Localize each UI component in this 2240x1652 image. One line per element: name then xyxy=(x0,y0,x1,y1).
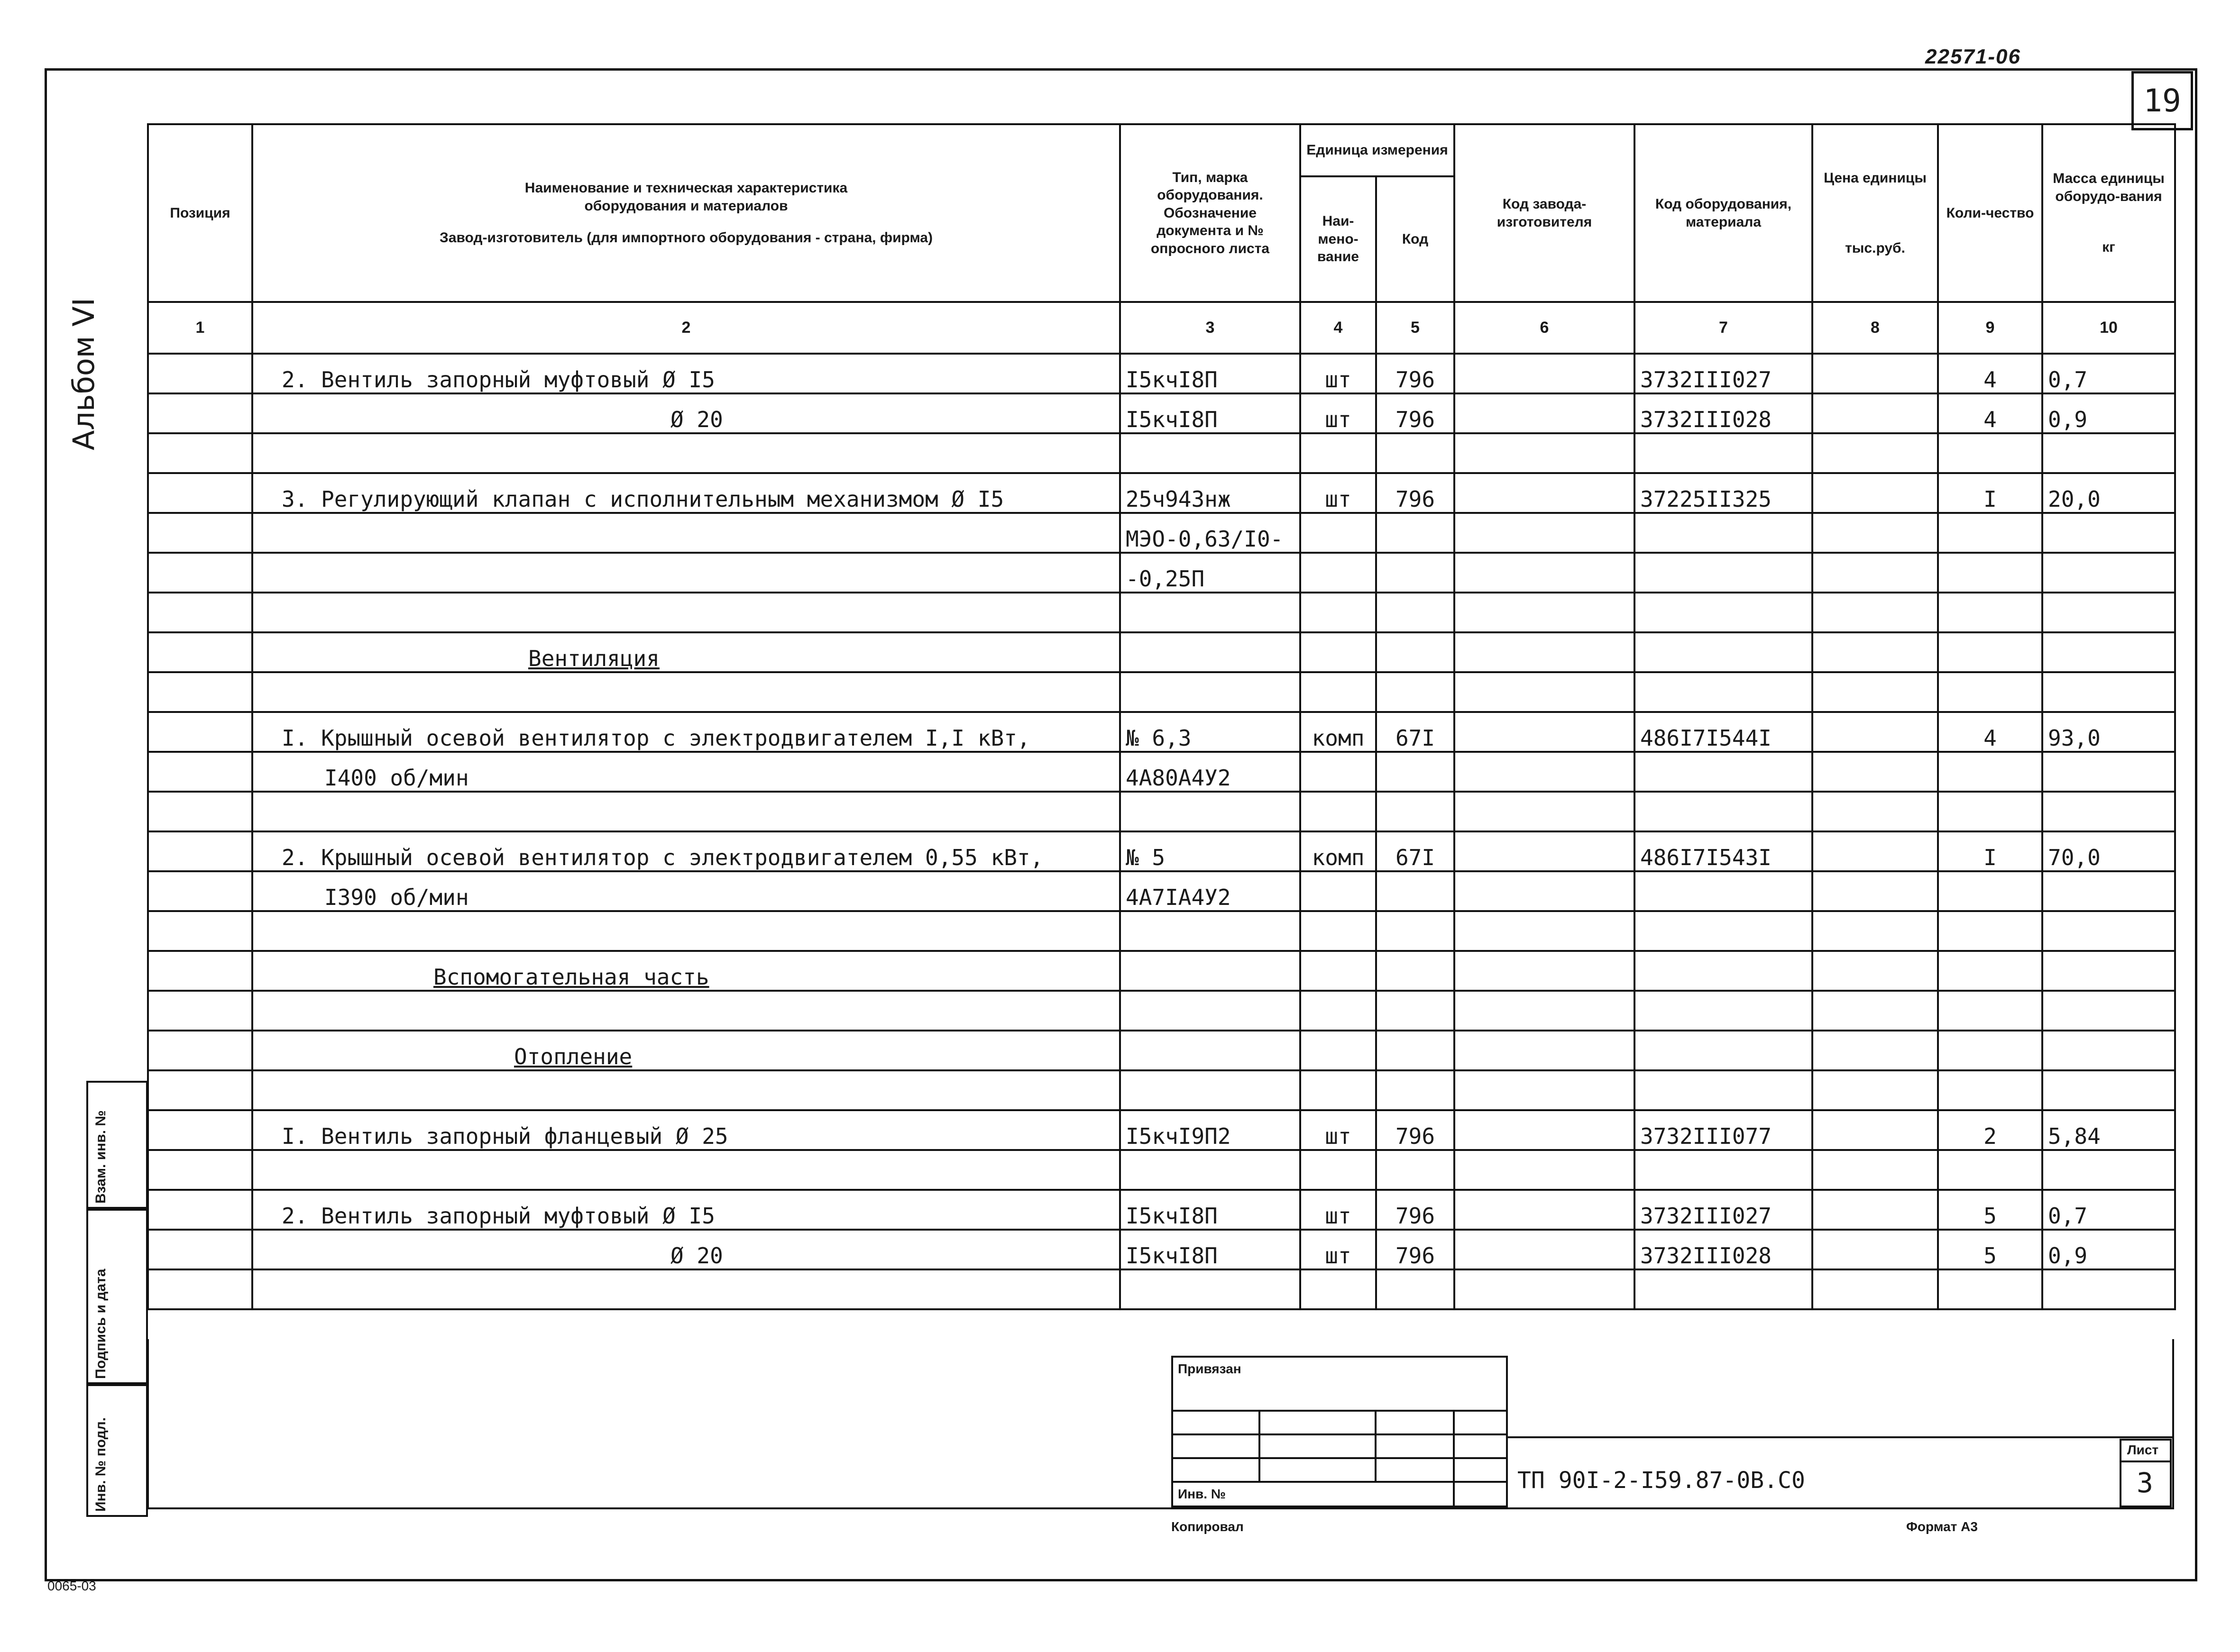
item-equip-code: 3732III027 xyxy=(1634,1190,1812,1230)
item-mass: 70,0 xyxy=(2042,831,2175,871)
table-row xyxy=(148,1190,2175,1230)
table-row xyxy=(148,911,2175,951)
binding-stamp xyxy=(1171,1356,1508,1507)
header-unit-group: Единица измерения xyxy=(1300,124,1454,176)
vzam-inv-label: Взам. инв. № xyxy=(93,1110,109,1204)
format-label: Формат А3 xyxy=(1906,1519,1978,1534)
table-row xyxy=(148,1269,2175,1309)
table-right-line xyxy=(2172,1339,2174,1509)
header-price xyxy=(1812,124,1938,302)
sheet-label: Лист xyxy=(2127,1442,2159,1457)
item-mass: 20,0 xyxy=(2042,473,2175,513)
item-unit: шт xyxy=(1300,1230,1376,1269)
item-type: 25ч943нж xyxy=(1120,473,1300,513)
item-qty: 4 xyxy=(1938,354,2042,393)
item-unit: шт xyxy=(1300,354,1376,393)
section-heading: Отопление xyxy=(252,1031,1120,1070)
item-unit-code: 796 xyxy=(1376,1230,1454,1269)
header-maker-code: Код завода-изготовителя xyxy=(1454,124,1634,302)
stamp-line xyxy=(1173,1410,1506,1412)
table-row xyxy=(148,593,2175,632)
podpis-cell xyxy=(86,1209,148,1384)
item-unit: комп xyxy=(1300,831,1376,871)
item-name: Ø 20 xyxy=(252,1230,1120,1269)
table-row xyxy=(148,433,2175,473)
item-unit-code: 796 xyxy=(1376,354,1454,393)
table-row xyxy=(148,513,2175,553)
item-mass: 0,7 xyxy=(2042,354,2175,393)
section-heading: Вентиляция xyxy=(252,632,1120,672)
item-unit: шт xyxy=(1300,1190,1376,1230)
inv-podl-label: Инв. № подл. xyxy=(93,1417,109,1512)
item-unit-code: 796 xyxy=(1376,1110,1454,1150)
inv-podl-cell xyxy=(86,1384,148,1517)
stamp-line xyxy=(1173,1433,1506,1435)
item-unit-code: 67I xyxy=(1376,831,1454,871)
header-name-line1: Наименование и техническая характеристика xyxy=(524,180,848,196)
column-number: 1 xyxy=(148,302,252,354)
item-type: I5кчI8П xyxy=(1120,393,1300,433)
item-name: 2. Вентиль запорный муфтовый Ø I5 xyxy=(252,354,1120,393)
podpis-label: Подпись и дата xyxy=(93,1269,109,1379)
item-unit: комп xyxy=(1300,712,1376,752)
item-type: МЭО-0,63/I0- xyxy=(1120,513,1300,553)
stamp-inv-no: Инв. № xyxy=(1178,1487,1226,1501)
table-row xyxy=(148,792,2175,831)
header-name-line3: Завод-изготовитель (для импортного оборудования - страна, фирма) xyxy=(440,230,933,246)
stamp-line xyxy=(1258,1410,1260,1481)
header-mass-unit: кг xyxy=(2102,239,2115,256)
item-unit-code: 796 xyxy=(1376,473,1454,513)
item-name: 2. Крышный осевой вентилятор с электродвигателем 0,55 кВт, xyxy=(252,831,1120,871)
section-heading: Вспомогательная часть xyxy=(252,951,1120,991)
table-row xyxy=(148,991,2175,1031)
item-unit: шт xyxy=(1300,473,1376,513)
item-type: 4А80А4У2 xyxy=(1120,752,1300,792)
column-number: 3 xyxy=(1120,302,1300,354)
header-price-label: Цена единицы xyxy=(1824,170,1927,186)
table-row xyxy=(148,831,2175,871)
item-name: I400 об/мин xyxy=(252,752,1120,792)
item-qty: I xyxy=(1938,473,2042,513)
item-qty: 4 xyxy=(1938,393,2042,433)
table-row xyxy=(148,393,2175,433)
header-price-unit: тыс.руб. xyxy=(1845,240,1905,256)
item-name: I. Крышный осевой вентилятор с электродвигателем I,I кВт, xyxy=(252,712,1120,752)
header-equip-code: Код оборудования, материала xyxy=(1634,124,1812,302)
item-unit: шт xyxy=(1300,393,1376,433)
table-left-line xyxy=(147,1339,149,1509)
item-name: I. Вентиль запорный фланцевый Ø 25 xyxy=(252,1110,1120,1150)
table-row xyxy=(148,1031,2175,1070)
item-mass: 0,9 xyxy=(2042,393,2175,433)
item-name: Ø 20 xyxy=(252,393,1120,433)
item-equip-code: 3732III077 xyxy=(1634,1110,1812,1150)
column-number: 7 xyxy=(1634,302,1812,354)
item-type: 4А7IА4У2 xyxy=(1120,871,1300,911)
item-unit-code: 796 xyxy=(1376,393,1454,433)
sheet-box xyxy=(2120,1439,2172,1507)
table-row xyxy=(148,553,2175,593)
header-type: Тип, марка оборудования. Обозначение документа и № опросного листа xyxy=(1120,124,1300,302)
item-qty: 2 xyxy=(1938,1110,2042,1150)
vzam-inv-cell xyxy=(86,1081,148,1209)
copied-label: Копировал xyxy=(1171,1519,1244,1534)
item-mass: 5,84 xyxy=(2042,1110,2175,1150)
item-equip-code: 3732III028 xyxy=(1634,393,1812,433)
item-name: I390 об/мин xyxy=(252,871,1120,911)
column-number: 8 xyxy=(1812,302,1938,354)
item-type: I5кчI8П xyxy=(1120,1190,1300,1230)
drawing-code: ТП 90I-2-I59.87-0В.С0 xyxy=(1517,1467,1805,1494)
header-name-line2: оборудования и материалов xyxy=(584,198,788,214)
item-unit: шт xyxy=(1300,1110,1376,1150)
stamp-line xyxy=(1453,1410,1455,1507)
item-type: -0,25П xyxy=(1120,553,1300,593)
sheet-box-line xyxy=(2121,1460,2170,1462)
table-row xyxy=(148,951,2175,991)
table-row xyxy=(148,473,2175,513)
header-mass xyxy=(2042,124,2175,302)
specification-table xyxy=(147,123,2176,1310)
table-row xyxy=(148,712,2175,752)
table-row xyxy=(148,1110,2175,1150)
item-mass: 0,7 xyxy=(2042,1190,2175,1230)
item-qty: 5 xyxy=(1938,1190,2042,1230)
column-number: 10 xyxy=(2042,302,2175,354)
item-mass: 0,9 xyxy=(2042,1230,2175,1269)
header-qty: Коли-чество xyxy=(1938,124,2042,302)
column-number: 2 xyxy=(252,302,1120,354)
item-equip-code: 3732III028 xyxy=(1634,1230,1812,1269)
item-type: I5кчI9П2 xyxy=(1120,1110,1300,1150)
item-qty: I xyxy=(1938,831,2042,871)
table-row xyxy=(148,672,2175,712)
item-unit-code: 796 xyxy=(1376,1190,1454,1230)
item-type: № 6,3 xyxy=(1120,712,1300,752)
item-type: I5кчI8П xyxy=(1120,354,1300,393)
item-name: 2. Вентиль запорный муфтовый Ø I5 xyxy=(252,1190,1120,1230)
sheet-number: 3 xyxy=(2137,1467,2153,1499)
table-row xyxy=(148,1230,2175,1269)
item-equip-code: 486I7I544I xyxy=(1634,712,1812,752)
table-row xyxy=(148,632,2175,672)
item-equip-code: 3732III027 xyxy=(1634,354,1812,393)
item-name: 3. Регулирующий клапан с исполнительным механизмом Ø I5 xyxy=(252,473,1120,513)
item-equip-code: 37225II325 xyxy=(1634,473,1812,513)
album-label: Альбом VI xyxy=(66,298,101,450)
item-type: I5кчI8П xyxy=(1120,1230,1300,1269)
item-unit-code: 67I xyxy=(1376,712,1454,752)
table-row xyxy=(148,1150,2175,1190)
table-row xyxy=(148,354,2175,393)
column-number: 4 xyxy=(1300,302,1376,354)
header-position: Позиция xyxy=(148,124,252,302)
corner-code: 0065-03 xyxy=(47,1579,96,1593)
title-block-top-line xyxy=(1508,1436,2174,1438)
stamp-privyazan: Привязан xyxy=(1178,1361,1241,1376)
table-row xyxy=(148,752,2175,792)
stamp-line xyxy=(1173,1457,1506,1459)
header-unit-name: Наи-мено-вание xyxy=(1300,176,1376,302)
item-type: № 5 xyxy=(1120,831,1300,871)
left-stamp-block xyxy=(86,1081,148,1517)
item-equip-code: 486I7I543I xyxy=(1634,831,1812,871)
table-bottom-line xyxy=(147,1507,2174,1509)
header-unit-code: Код xyxy=(1376,176,1454,302)
document-number: 22571-06 xyxy=(1925,45,2021,68)
table-row xyxy=(148,1070,2175,1110)
item-mass: 93,0 xyxy=(2042,712,2175,752)
stamp-line xyxy=(1375,1410,1377,1481)
item-qty: 4 xyxy=(1938,712,2042,752)
column-number: 6 xyxy=(1454,302,1634,354)
column-number: 9 xyxy=(1938,302,2042,354)
sheet-corner-number: 19 xyxy=(2131,71,2193,130)
header-name xyxy=(252,124,1120,302)
column-number: 5 xyxy=(1376,302,1454,354)
header-mass-label: Масса единицы оборудо-вания xyxy=(2053,171,2165,204)
stamp-line xyxy=(1173,1481,1506,1483)
table-row xyxy=(148,871,2175,911)
item-qty: 5 xyxy=(1938,1230,2042,1269)
